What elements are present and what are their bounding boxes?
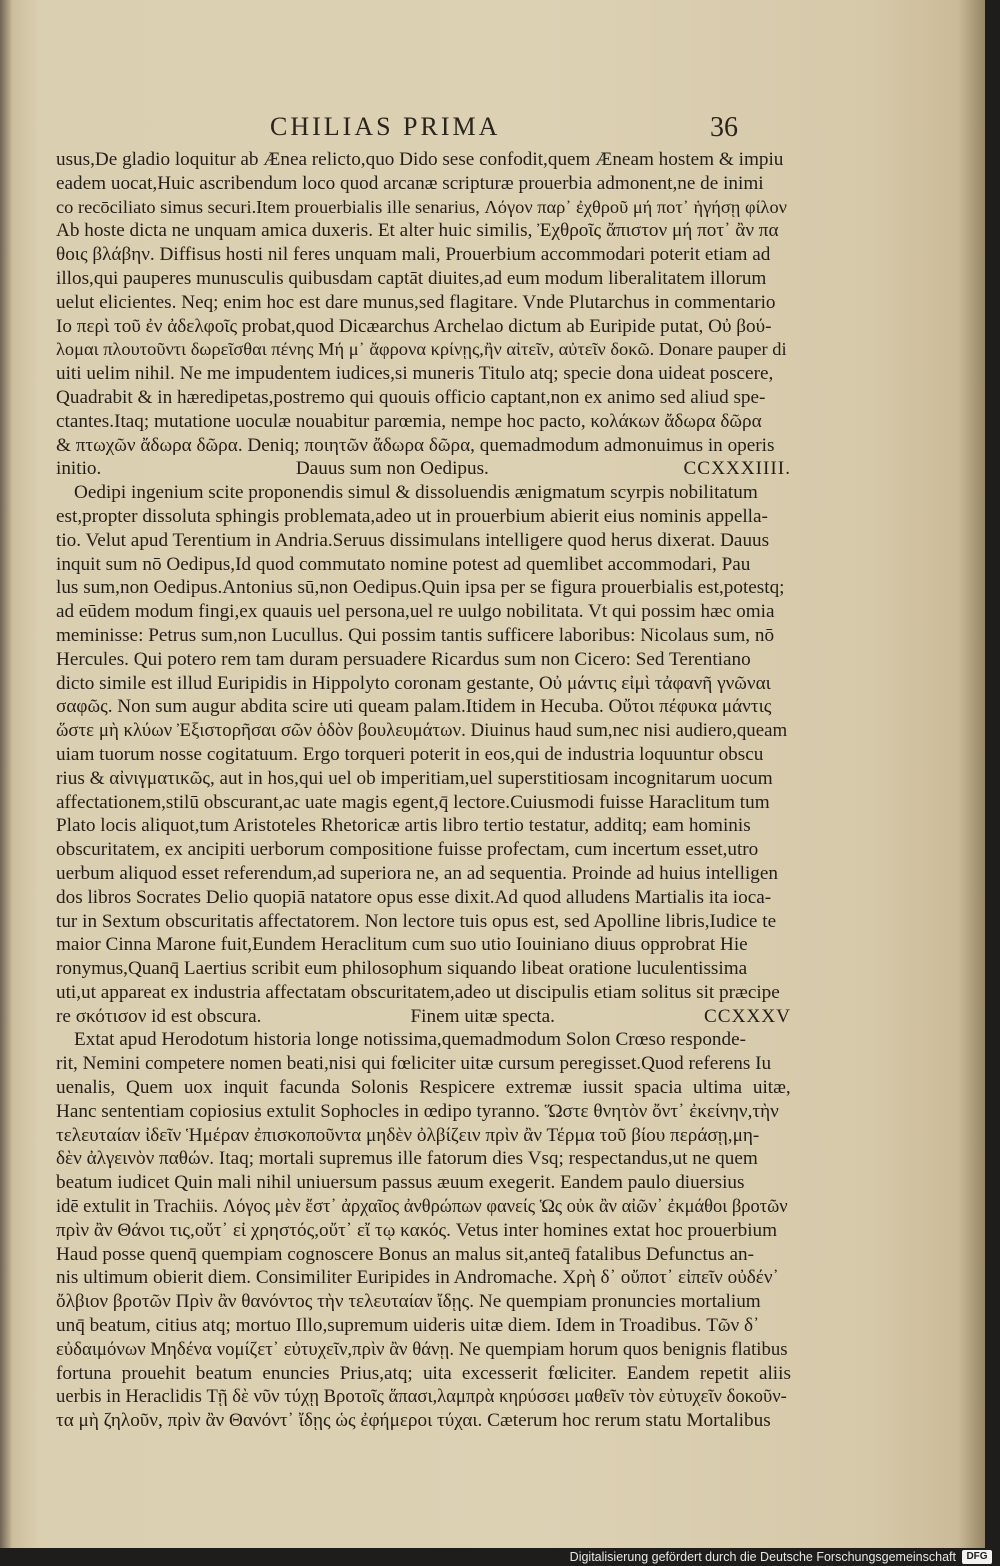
text-line: obscuritatem, ex ancipiti uerborum compositione fuisse profectam, cum incertum esset,utro [56, 839, 759, 861]
text-line: maior Cinna Marone fuit,Eundem Heraclitum cum suo utio Iouiniano diuus opprobrat Hie [56, 934, 748, 956]
text-line: Plato locis aliquot,tum Aristoteles Rhetoricæ artis libro tertio testatur, additq; eam hominis [56, 815, 751, 837]
text-line: πρὶν ἂν Θάνοι τις,οὔτ᾽ εἰ χρηστός,οὔτ᾽ εἴ τῳ κακός. Vetus inter homines extat hoc prouerbium [56, 1219, 778, 1241]
text-line: uelut elicientes. Neq; enim hoc est dare munus,sed flagitare. Vnde Plutarchus in commentario [56, 291, 776, 313]
text-line: illos,qui pauperes munusculis quibusdam captāt diuites,ad eum modum liberalitatem illorum [56, 267, 767, 289]
adage-title: Dauus sum non Oedipus. [295, 458, 489, 480]
text-line: Hanc sententiam copiosius extulit Sophocles in œdipo tyranno. Ὥστε θνητὸν ὄντ᾽ ἐκείνην,τὴν [56, 1100, 779, 1122]
text-line: fortuna prouehit beatum enuncies Prius,atq; uita excesserit fœliciter. Eandem repetit aliis [56, 1362, 791, 1384]
text-line: meminisse: Petrus sum,non Lucullus. Qui possim tantis sufficere laboribus: Nicolaus sum, nō [56, 624, 775, 646]
text-line: nis ultimum obierit diem. Consimiliter Euripides in Andromache. Χρὴ δ᾽ οὔποτ᾽ εἰπεῖν οὐδέν᾽ [56, 1267, 779, 1289]
text-block-2 [56, 481, 791, 1005]
page-gutter [0, 0, 12, 1548]
text-line: uti,ut appareat ex industria affectatam obscuritatem,adeo ut discipulis etiam solitus sit præcipe [56, 981, 780, 1003]
text-line: beatum iudicet Quin mali nihil uniuersum passus æuum exegerit. Eandem paulo diuersius [56, 1172, 745, 1194]
adage-number: CCXXXV [703, 1005, 791, 1027]
text-line: Io περὶ τοῦ ἐν ἀδελφοῖς probat,quod Dicæarchus Archelao dictum ab Euripide putat, Οὐ βού- [56, 315, 772, 337]
text-line: affectationem,stilū obscurant,ac uate magis egent,q̄ lectore.Cuiusmodi fuisse Haraclitum tum [56, 791, 770, 813]
adage-heading-235 [56, 1005, 791, 1029]
text-line: τα μὴ ζηλοῦν, πρὶν ἂν Θανόντ᾽ ἴδῃς ὡς ἐφήμεροι τύχαι. Cæterum hoc rerum statu Mortalibus [56, 1410, 771, 1432]
text-line: σαφῶς. Non sum augur abdita scire uti queam palam.Itidem in Hecuba. Οὔτοι πέφυκα μάντις [56, 696, 772, 718]
text-line: tur in Sextum obscuritatis affectatorem. Non lectore tuis opus est, sed Apolline libris,Iudice te [56, 910, 777, 932]
text-line: unq̄ beatum, citius atq; mortuo Illo,supremum uideris uitæ diem. Idem in Troadibus. Τῶν δ᾽ [56, 1315, 760, 1337]
text-line: Quadrabit & in hæredipetas,postremo qui quouis officio captant,non ex animo sed aliud spe- [56, 386, 766, 408]
text-line: ctantes.Itaq; mutatione uoculæ nouabitur parœmia, nempe hoc pacto, κολάκων ἄδωρα δῶρα [56, 410, 762, 432]
text-line: eadem uocat,Huic ascribendum loco quod arcanæ scripturæ prouerbia admonent,ne de inimi [56, 172, 764, 194]
adage-heading-234 [56, 457, 791, 481]
text-line: ad eūdem modum fingi,ex quauis uel persona,uel re uulgo nobilitata. Vt qui possim hæc omia [56, 601, 775, 623]
adage-title: Finem uitæ specta. [410, 1005, 555, 1027]
text-line: uiti uelim nihil. Ne me impudentem iudices,si muneris Titulo atq; specie dona uideat poscere, [56, 363, 774, 385]
main-text [56, 148, 791, 1433]
text-line: co recōciliato simus securi.Item prouerbialis ille senarius, Λόγον παρ᾽ ἐχθροῦ μή ποτ᾽ ἡγήσῃ φίλον [56, 196, 787, 217]
text-block-1 [56, 148, 791, 457]
text-line: Ab hoste dicta ne unquam amica duxeris. Et alter huic similis, Ἐχθροῖς ἄπιστον μή ποτ᾽ ἂν πα [56, 220, 779, 242]
text-line: dos libros Socrates Delio quopiā natatore opus esse dixit.Ad quod alludens Martialis ita ioca- [56, 886, 772, 908]
dfg-logo: DFG [962, 1550, 992, 1564]
text-line: δὲν ἀλγεινὸν παθών. Itaq; mortali supremus ille fatorum dies Vsq; respectandus,ut ne quem [56, 1148, 758, 1170]
adage-prefix: re σκότισον id est obscura. [56, 1005, 262, 1027]
text-line: ronymus,Quanq̄ Laertius scribit eum philosophum siquando libeat oratione luculentissima [56, 958, 748, 980]
text-line: τελευταίαν ἰδεῖν Ἡμέραν ἐπισκοποῦντα μηδὲν ὀλβίζειν πρὶν ἂν Τέρμα τοῦ βίου περάσῃ,μη- [56, 1124, 760, 1146]
text-line: lus sum,non Oedipus.Antonius sū,non Oedipus.Quin ipsa per se figura prouerbialis est,potestq; [56, 577, 785, 599]
text-line: tio. Velut apud Terentium in Andria.Seruus dissimulans intelligere quod herus dixerat. Dauus [56, 529, 770, 551]
text-line: ὄλβιον βροτῶν Πρὶν ἂν θανόντος τὴν τελευταίαν ἴδῃς. Ne quempiam pronuncies mortalium [56, 1291, 761, 1313]
text-line: Haud posse quenq̄ quempiam cognoscere Bonus an malus sit,anteq̄ fatalibus Defunctus an- [56, 1243, 755, 1265]
text-line: Hercules. Qui potero rem tam duram persuadere Ricardus sum non Cicero: Sed Terentiano [56, 648, 751, 670]
text-line: Extat apud Herodotum historia longe notissima,quemadmodum Solon Crœso responde- [74, 1029, 747, 1051]
text-line: est,propter dissoluta sphingis problemata,adeo ut in prouerbium abierit eius nominis appella- [56, 505, 768, 527]
text-line: & πτωχῶν ἄδωρα δῶρα. Deniq; ποιητῶν ἄδωρα δῶρα, quemadmodum admonuimus in operis [56, 434, 775, 456]
text-line: uenalis, Quem uox inquit facunda Solonis Respicere extremæ iussit spacia ultima uitæ, [56, 1077, 791, 1099]
text-line: idē extulit in Trachiis. Λόγος μὲν ἔστ᾽ ἀρχαῖος ἀνθρώπων φανείς Ὡς οὐκ ἂν αἰῶν᾽ ἐκμάθοι βροτῶν [56, 1196, 788, 1217]
text-line: θοις βλάβην. Diffisus hosti nil feres unquam mali, Prouerbium accommodari poterit etiam ad [56, 244, 771, 266]
text-line: uerbis in Heraclidis Τῇ δὲ νῦν τύχῃ Βροτοῖς ἅπασι,λαμπρὰ κηρύσσει μαθεῖν τὸν εὐτυχεῖν δοκοῦν- [56, 1386, 787, 1408]
running-head: CHILIAS PRIMA [270, 112, 501, 141]
text-line: ὥστε μὴ κλύων Ἐξιστορῆσαι σῶν ὁδὸν βουλευμάτων. Diuinus haud sum,nec nisi audiero,queam [56, 720, 788, 742]
text-line: uiam tuorum nosse cogitatuum. Ergo torqueri poterit in eos,qui de industria loquuntur obscu [56, 743, 764, 765]
text-line: rius & αἰνιγματικῶς, aut in hos,qui uel ob imperitiam,uel superstitiosam incognitarum uocum [56, 767, 773, 789]
text-line: rit, Nemini competere nomen beati,nisi qui fœliciter uitæ cursum peregisset.Quod referens Iu [56, 1053, 772, 1075]
text-line: uerbum aliquod esset referendum,ad superiora ne, an ad sequentia. Proinde ad huius intelligen [56, 862, 778, 884]
adage-prefix: initio. [56, 458, 102, 480]
text-block-3 [56, 1028, 791, 1433]
text-line: λομαι πλουτοῦντι δωρεῖσθαι πένης Μή μ᾽ ἄφρονα κρίνῃς,ἢν αἰτεῖν, αὐτεῖν δοκῶ. Donare pauper di [56, 339, 787, 360]
text-line: εὐδαιμόνων Μηδένα νομίζετ᾽ εὐτυχεῖν,πρὶν ἂν θάνῃ. Ne quempiam horum quos benignis flatibus [56, 1338, 788, 1360]
text-line: Oedipi ingenium scite proponendis simul & dissoluendis ænigmatum scyrpis nobilitatum [74, 482, 758, 504]
page-number: 36 [710, 112, 738, 143]
adage-number: CCXXXIIII. [683, 458, 791, 480]
funding-credit: Digitalisierung gefördert durch die Deutsche Forschungsgemeinschaft [569, 1550, 956, 1564]
text-line: dicto simile est illud Euripidis in Hippolyto coronam gestante, Οὐ μάντις εἰμὶ τἀφανῆ γνῶναι [56, 672, 771, 694]
text-line: inquit sum nō Oedipus,Id quod commutato nomine potest ad quemlibet accommodari, Pau [56, 553, 751, 575]
footer-bar [0, 1548, 1000, 1566]
text-line: usus,De gladio loquitur ab Ænea relicto,quo Dido sese confodit,quem Æneam hostem & impiu [56, 149, 784, 170]
